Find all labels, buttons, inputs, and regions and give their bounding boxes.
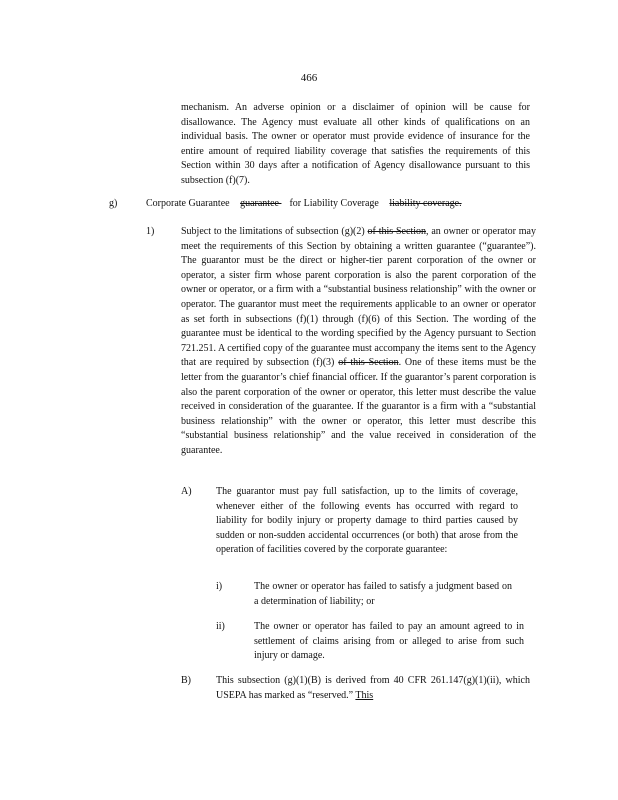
heading-text-middle: for Liability Coverage (289, 198, 382, 209)
item-B-paragraph (216, 674, 530, 703)
item-1-text-b: , an owner or operator may meet the requirements of this Section by obtaining a written guarantee (“guarantee”). The guarantor must be the direct or higher-tier parent corporation of the owner or operator, a sister firm whose parent corporation is also the parent corporation of the owner or operator, or a firm with a “substantial business relationship” with the owner or operator. The guarantor must meet the requirements applicable to an owner or operator as set forth in subsections (f)(1) through (f)(6) of this Section. The wording of the guarantee must be identical to the wording specified by the Agency pursuant to Section 721.251. A certified copy of the guarantee must accompany the items sent to the Agency that are required by subsection (f)(3) (181, 226, 536, 369)
section-g-label: g) (109, 198, 118, 209)
item-1-text-c: . One of these items must be the letter from the guarantor’s chief financial officer. If the guarantor’s parent corporation is also the parent corporation of the owner or operator, this letter must describe the value received in consideration of the guarantee. If the guarantor is a firm with a “substantial business relationship” with the owner or operator, this letter must describe this “substantial business relationship” and the value received in consideration of the guarantee. (181, 357, 537, 456)
item-1-struck-b: of this Section (338, 357, 399, 369)
item-1-struck-a: of this Section (367, 226, 426, 237)
item-ii-paragraph: The owner or operator has failed to pay an amount agreed to in settlement of claims arising from or alleged to arise from such injury or damage. (254, 621, 524, 662)
item-i-paragraph: The owner or operator has failed to satisfy a judgment based on a determination of liability; or (254, 581, 512, 607)
page-number: 466 (300, 72, 318, 84)
item-1-paragraph (181, 225, 536, 459)
item-i-label: i) (216, 581, 223, 592)
item-1-text-a: Subject to the limitations of subsection (g)(2) (181, 226, 368, 237)
section-g-heading (146, 197, 546, 212)
item-1-label: 1) (146, 226, 155, 237)
item-ii-label: ii) (216, 621, 225, 632)
item-A-paragraph: The guarantor must pay full satisfaction, up to the limits of coverage, whenever either of the following events has occurred with regard to liability for bodily injury or property damage to third parties caused by sudden or non-sudden accidental occurrences (or both) that arose from the operation of facilities covered by the corporate guarantee: (216, 486, 518, 556)
item-B-label: B) (181, 675, 191, 686)
heading-text-start: Corporate Guarantee (146, 198, 233, 209)
item-B-underlined-word: This (355, 689, 374, 701)
item-B-text: This subsection (g)(1)(B) is derived from 40 CFR 261.147(g)(1)(ii), which USEPA has marked as “reserved.” (216, 675, 530, 701)
intro-paragraph: mechanism. An adverse opinion or a disclaimer of opinion will be cause for disallowance. The Agency must evaluate all other kinds of qualifications on an individual basis. The owner or operator must provide evidence of insurance for the entire amount of required liability coverage that satisfies the requirements of this Section within 30 days after a notification of Agency disallowance pursuant to this subsection (f)(7). (181, 102, 530, 186)
heading-struck-liability-coverage: liability coverage. (389, 198, 462, 209)
heading-struck-guarantee: guarantee (240, 198, 282, 209)
item-A-label: A) (181, 486, 192, 497)
